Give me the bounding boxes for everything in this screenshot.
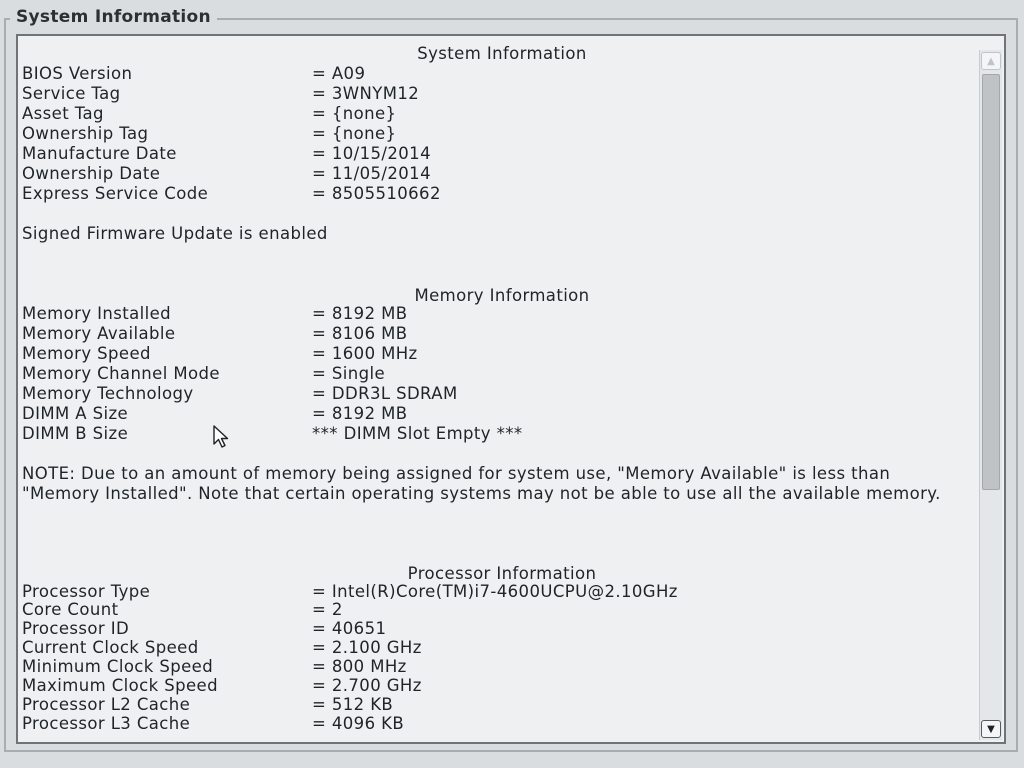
mouse-pointer-icon (212, 424, 232, 450)
group-title: System Information (10, 7, 217, 27)
row-label: Manufacture Date (22, 144, 177, 163)
row-value: = 512 KB (312, 695, 394, 714)
row-label: DIMM B Size (22, 424, 129, 443)
row-value: = 8505510662 (312, 184, 441, 203)
row-label: BIOS Version (22, 64, 133, 83)
row-label: Express Service Code (22, 184, 209, 203)
info-row-processor-l2-cache (22, 695, 982, 715)
row-value: = {none} (312, 124, 397, 143)
triangle-down-icon[interactable]: ▼ (981, 720, 1001, 738)
row-label: Memory Speed (22, 344, 151, 363)
row-value: = 3WNYM12 (312, 84, 420, 103)
info-row-ownership-tag (22, 124, 982, 144)
memory-info-heading: Memory Information (414, 286, 590, 305)
row-label: Service Tag (22, 84, 121, 103)
info-row-memory-technology (22, 384, 982, 404)
row-value: = DDR3L SDRAM (312, 384, 458, 403)
row-value: = 10/15/2014 (312, 144, 431, 163)
triangle-up-icon[interactable]: ▲ (981, 52, 1001, 70)
row-label: Memory Available (22, 324, 176, 343)
row-value: = A09 (312, 64, 366, 83)
row-label: Memory Installed (22, 304, 172, 323)
info-row-minimum-clock-speed (22, 657, 982, 677)
info-row-express-service-code (22, 184, 982, 204)
row-value: = 8192 MB (312, 404, 408, 423)
row-label: Processor Type (22, 582, 151, 601)
row-label: Ownership Tag (22, 124, 149, 143)
info-row-maximum-clock-speed (22, 676, 982, 696)
info-row-processor-id (22, 619, 982, 639)
info-row-current-clock-speed (22, 638, 982, 658)
info-row-asset-tag (22, 104, 982, 124)
row-value: = 4096 KB (312, 714, 405, 733)
row-label: Minimum Clock Speed (22, 657, 214, 676)
processor-info-heading: Processor Information (407, 564, 597, 583)
info-row-memory-available (22, 324, 982, 344)
memory-note: NOTE: Due to an amount of memory being assigned for system use, "Memory Available" is less than "Memory Installed". Note that certain operating systems may not be able to use all the available memory. (22, 464, 941, 503)
info-row-bios-version (22, 64, 982, 84)
row-value: = Single (312, 364, 385, 383)
row-value: = 2.100 GHz (312, 638, 422, 657)
info-row-manufacture-date (22, 144, 982, 164)
scroll-thumb[interactable] (982, 74, 1000, 490)
row-label: Core Count (22, 600, 119, 619)
info-row-memory-speed (22, 344, 982, 364)
info-row-core-count (22, 600, 982, 620)
row-value: = 40651 (312, 619, 387, 638)
row-label: DIMM A Size (22, 404, 129, 423)
row-value: = 800 MHz (312, 657, 407, 676)
info-row-dimm-a-size (22, 404, 982, 424)
row-label: Processor L2 Cache (22, 695, 191, 714)
row-label: Asset Tag (22, 104, 104, 123)
row-value: = 11/05/2014 (312, 164, 431, 183)
info-row-dimm-b-size (22, 424, 982, 444)
info-row-ownership-date (22, 164, 982, 184)
info-row-memory-channel-mode (22, 364, 982, 384)
info-row-processor-l3-cache (22, 714, 982, 734)
row-value: = 2 (312, 600, 343, 619)
system-info-heading: System Information (417, 44, 587, 63)
vertical-scrollbar[interactable] (979, 50, 1002, 740)
info-panel (16, 34, 1006, 744)
row-label: Memory Channel Mode (22, 364, 220, 383)
info-row-memory-installed (22, 304, 982, 324)
row-value: = 2.700 GHz (312, 676, 422, 695)
row-label: Processor ID (22, 619, 130, 638)
info-row-service-tag (22, 84, 982, 104)
row-label: Current Clock Speed (22, 638, 199, 657)
row-label: Ownership Date (22, 164, 161, 183)
row-value: = 8192 MB (312, 304, 408, 323)
row-value: = 8106 MB (312, 324, 408, 343)
row-label: Memory Technology (22, 384, 194, 403)
row-value: = 1600 MHz (312, 344, 418, 363)
row-value: *** DIMM Slot Empty *** (312, 424, 523, 443)
row-label: Maximum Clock Speed (22, 676, 218, 695)
signed-firmware-note: Signed Firmware Update is enabled (22, 224, 328, 243)
row-value: = Intel(R)Core(TM)i7-4600UCPU@2.10GHz (312, 582, 678, 601)
row-value: = {none} (312, 104, 397, 123)
row-label: Processor L3 Cache (22, 714, 191, 733)
info-row-processor-type (22, 582, 982, 602)
